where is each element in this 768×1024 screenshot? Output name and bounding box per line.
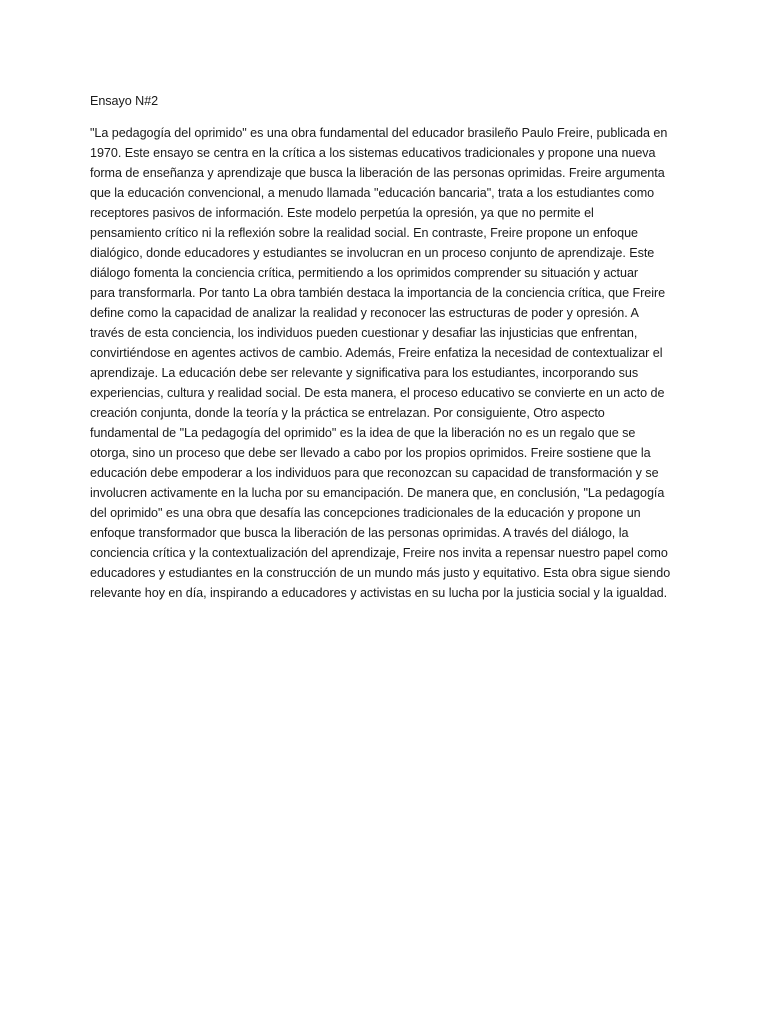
document-body	[90, 123, 678, 603]
body-line: educadores y estudiantes en la construcción de un mundo más justo y equitativo. Esta obra sigue siendo	[90, 566, 671, 580]
document-title: Ensayo N#2	[90, 94, 159, 108]
body-line: receptores pasivos de información. Este modelo perpetúa la opresión, ya que no permite el	[90, 206, 594, 220]
body-line: enfoque transformador que busca la liberación de las personas oprimidas. A través del diálogo, la	[90, 526, 629, 540]
body-line: relevante hoy en día, inspirando a educadores y activistas en su lucha por la justicia social y la igualdad.	[90, 586, 668, 600]
body-line: otorga, sino un proceso que debe ser llevado a cabo por los propios oprimidos. Freire sostiene que la	[90, 446, 651, 460]
body-line: educación debe empoderar a los individuos para que reconozcan su capacidad de transformación y se	[90, 466, 659, 480]
body-line: para transformarla. Por tanto La obra también destaca la importancia de la conciencia crítica, que Freire	[90, 286, 666, 300]
body-line: través de esta conciencia, los individuos pueden cuestionar y desafiar las injusticias que enfrentan,	[90, 326, 638, 340]
document-content	[90, 91, 678, 603]
body-line: creación conjunta, donde la teoría y la práctica se entrelazan. Por consiguiente, Otro aspecto	[90, 406, 605, 420]
body-line: dialógico, donde educadores y estudiantes se involucran en un proceso conjunto de aprendizaje. Este	[90, 246, 655, 260]
body-line: que la educación convencional, a menudo llamada "educación bancaria", trata a los estudiantes como	[90, 186, 655, 200]
body-line: fundamental de "La pedagogía del oprimido" es la idea de que la liberación no es un regalo que se	[90, 426, 636, 440]
body-line: del oprimido" es una obra que desafía las concepciones tradicionales de la educación y propone un	[90, 506, 641, 520]
body-line: pensamiento crítico ni la reflexión sobre la realidad social. En contraste, Freire propone un enfoque	[90, 226, 638, 240]
body-line: involucren activamente en la lucha por su emancipación. De manera que, en conclusión, "La pedagogía	[90, 486, 665, 500]
body-line: 1970. Este ensayo se centra en la crítica a los sistemas educativos tradicionales y propone una nueva	[90, 146, 656, 160]
body-line: experiencias, cultura y realidad social. De esta manera, el proceso educativo se convierte en un acto de	[90, 386, 665, 400]
body-line: conciencia crítica y la contextualización del aprendizaje, Freire nos invita a repensar nuestro papel como	[90, 546, 668, 560]
body-line: convirtiéndose en agentes activos de cambio. Además, Freire enfatiza la necesidad de contextualizar el	[90, 346, 663, 360]
body-line: define como la capacidad de analizar la realidad y reconocer las estructuras de poder y opresión. A	[90, 306, 639, 320]
body-line: "La pedagogía del oprimido" es una obra fundamental del educador brasileño Paulo Freire, publicada en	[90, 126, 668, 140]
body-line: forma de enseñanza y aprendizaje que busca la liberación de las personas oprimidas. Freire argumenta	[90, 166, 665, 180]
body-line: diálogo fomenta la conciencia crítica, permitiendo a los oprimidos comprender su situación y actuar	[90, 266, 639, 280]
body-line: aprendizaje. La educación debe ser relevante y significativa para los estudiantes, incorporando sus	[90, 366, 639, 380]
